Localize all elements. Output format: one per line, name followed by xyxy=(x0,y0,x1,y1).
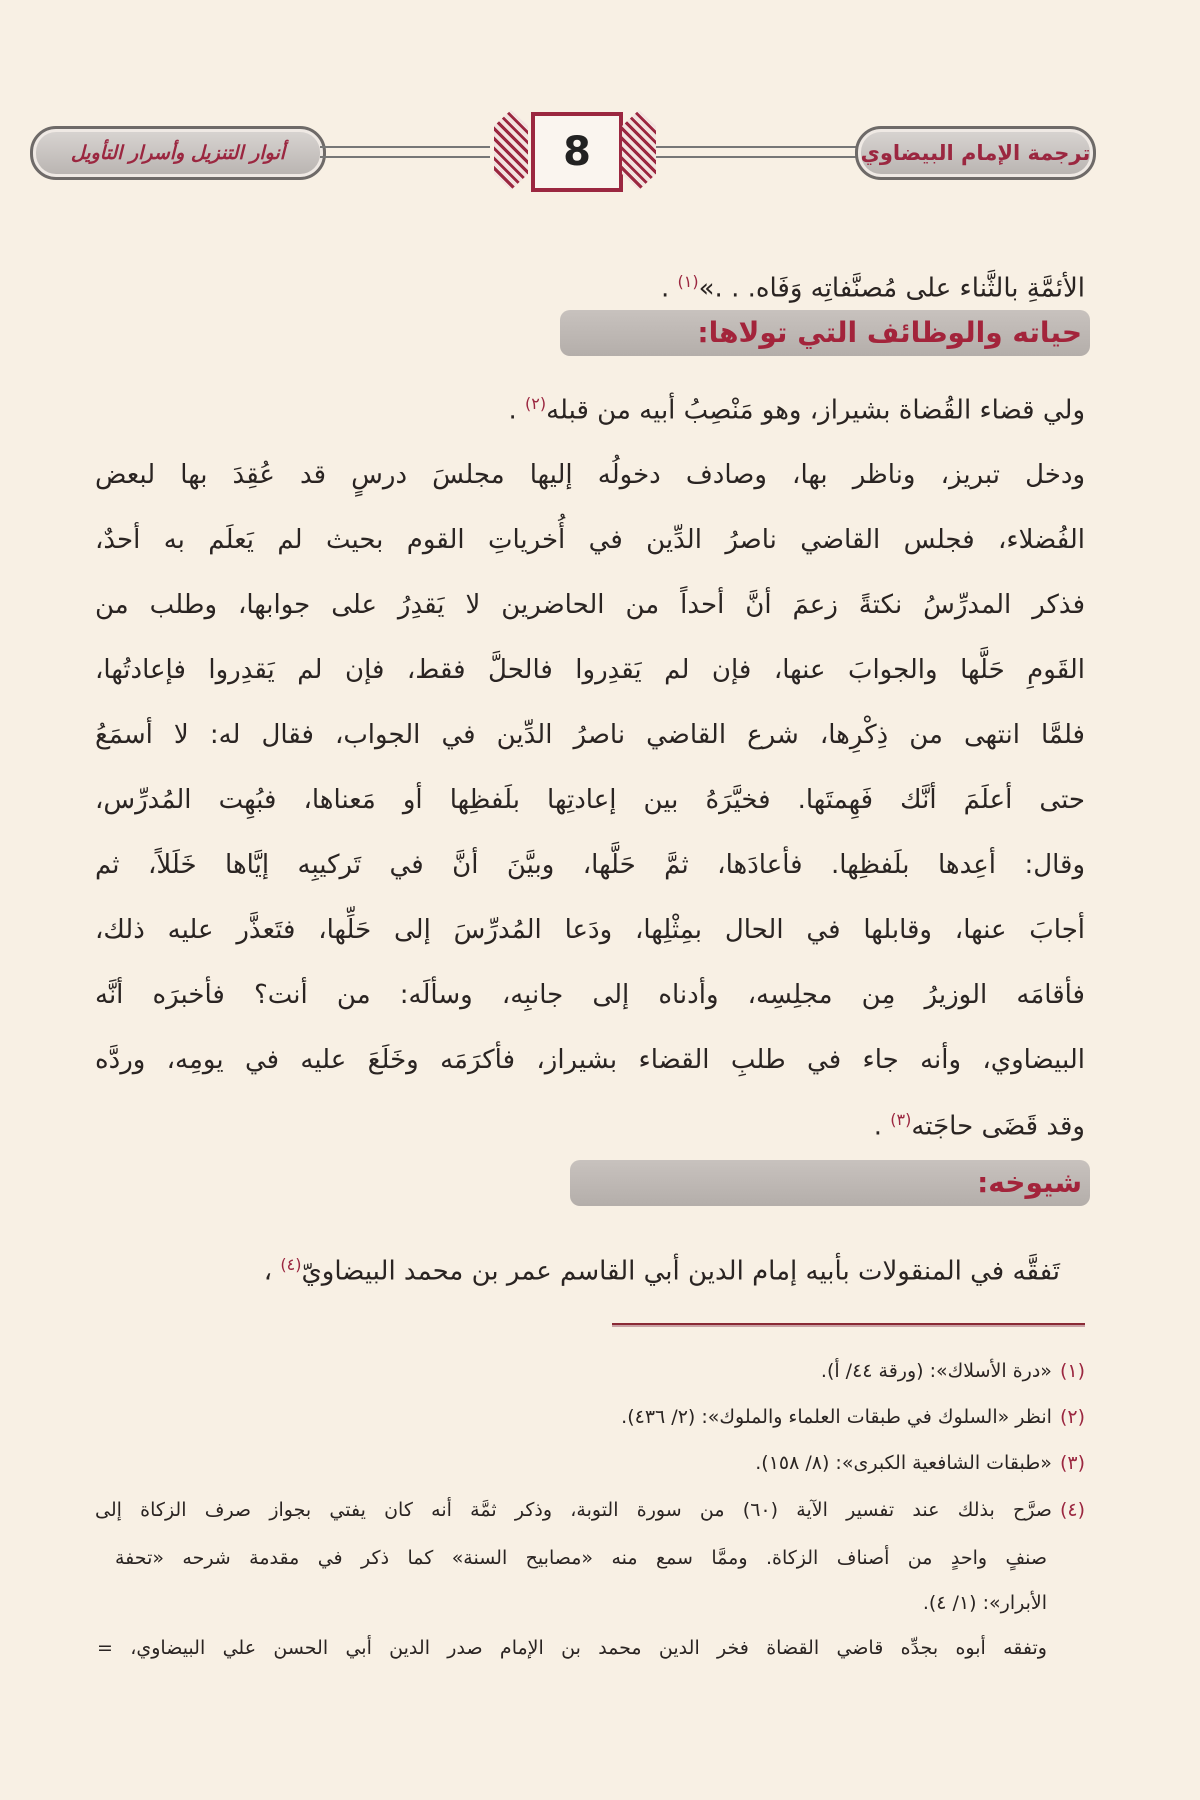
footnote-text: انظر «السلوك في طبقات العلماء والملوك»: (٢/ ٤٣٦). xyxy=(621,1406,1052,1428)
line-text: الأئمَّةِ بالثَّناء على مُصنَّفاتِه وَفَاه. . .» xyxy=(698,273,1085,304)
section-heading-life xyxy=(560,310,1090,356)
footnote-text: «طبقات الشافعية الكبرى»: (٨/ ١٥٨). xyxy=(755,1452,1052,1474)
header-rule-right xyxy=(656,146,856,158)
footnote-4-line-3: الأبرار»: (١/ ٤). xyxy=(922,1592,1047,1614)
heading-text: حياته والوظائف التي تولاها: xyxy=(697,316,1082,349)
footnote-2 xyxy=(621,1401,1085,1433)
opening-line xyxy=(95,262,1085,309)
paragraph-line: وقال: أعِدها بلَفظِها. فأعادَها، ثمَّ حَلَّها، وبيَّنَ أنَّ في تَركيبِه إيَّاها خَلَلاً، ثم xyxy=(95,850,1085,880)
line-tail: . xyxy=(508,395,525,426)
heading-text: شيوخه: xyxy=(977,1166,1082,1199)
paragraph-line: فذكر المدرِّسُ نكتةً زعمَ أنَّ أحداً من الحاضرين لا يَقدِرُ على جوابها، وطلب من xyxy=(95,590,1085,620)
line-text: ولي قضاء القُضاة بشيراز، وهو مَنْصِبُ أبيه من قبله xyxy=(546,395,1085,426)
paragraph-line: فلمَّا انتهى من ذِكْرِها، شرع القاضي ناصرُ الدِّين في الجواب، فقال له: لا أسمَعُ xyxy=(95,720,1085,750)
paragraph-line: فأقامَه الوزيرُ مِن مجلِسِه، وأدناه إلى جانبِه، وسألَه: من أنت؟ فأخبرَه أنَّه xyxy=(95,980,1085,1010)
paragraph-line: البيضاوي، وأنه جاء في طلبِ القضاء بشيراز، فأكرَمَه وخَلَعَ عليه في يومِه، وردَّه xyxy=(95,1045,1085,1075)
ornament-right-icon xyxy=(622,110,656,190)
section-heading-teachers xyxy=(570,1160,1090,1206)
paragraph-line: القَومِ حَلَّها والجوابَ عنها، فإن لم يَقدِروا فالحلَّ فقط، فإن لم يَقدِروا فإعادتُها، xyxy=(95,655,1085,685)
footnote-3 xyxy=(755,1447,1085,1479)
line-tail: . xyxy=(873,1111,891,1142)
header-rule-left xyxy=(320,146,490,158)
paragraph-closing-line xyxy=(95,1100,1085,1147)
footnote-text: «درة الأسلاك»: (ورقة ٤٤/ أ). xyxy=(820,1360,1052,1382)
paragraph-line: أجابَ عنها، وقابلها في الحال بمِثْلِها، ودَعا المُدرِّسَ إلى حَلِّها، فتَعذَّر عليه ذلك، xyxy=(95,915,1085,945)
chapter-title: ترجمة الإمام البيضاوي xyxy=(860,141,1091,165)
footnote-4 xyxy=(95,1494,1085,1526)
footnote-1 xyxy=(821,1355,1085,1387)
footnote-number: (٤) xyxy=(1059,1499,1085,1521)
footnote-ref[interactable]: (٤) xyxy=(280,1255,302,1274)
page-number xyxy=(531,112,623,192)
intro-line xyxy=(95,384,1085,431)
footnote-continuation: وتفقه أبوه بجدِّه قاضي القضاة فخر الدين محمد بن الإمام صدر الدين أبي الحسن علي البيضاوي، = xyxy=(97,1637,1047,1659)
book-title-badge xyxy=(30,126,326,180)
line-tail: ، xyxy=(263,1256,281,1287)
footnote-number: (٢) xyxy=(1059,1406,1085,1428)
line-tail: . xyxy=(661,273,678,304)
chapter-title-badge xyxy=(855,126,1096,180)
footnote-ref[interactable]: (٢) xyxy=(525,394,547,413)
line-text: وقد قَضَى حاجَته xyxy=(911,1111,1085,1142)
footnote-number: (٣) xyxy=(1059,1452,1085,1474)
teachers-line xyxy=(70,1245,1060,1292)
paragraph-line: ودخل تبريز، وناظر بها، وصادف دخولُه إليها مجلسَ درسٍ قد عُقِدَ بها لبعض xyxy=(95,460,1085,490)
book-title: أنوار التنزيل وأسرار التأويل xyxy=(70,142,286,164)
footnote-ref[interactable]: (٣) xyxy=(890,1110,912,1129)
paragraph-line: حتى أعلَمَ أنَّك فَهِمتَها. فخيَّرَهُ بين إعادتِها بلَفظِها أو مَعناها، فبُهِت المُدرِّس، xyxy=(95,785,1085,815)
footnote-ref[interactable]: (١) xyxy=(677,272,699,291)
footnote-text: صرَّح بذلك عند تفسير الآية (٦٠) من سورة التوبة، وذكر ثمَّة أنه كان يفتي بجواز صرف الزكاة إلى xyxy=(95,1499,1052,1521)
page-number-text: 8 xyxy=(563,129,591,175)
paragraph-line: الفُضلاء، فجلس القاضي ناصرُ الدِّين في أُخرياتِ القوم بحيث لم يَعلَم به أحدٌ، xyxy=(95,525,1085,555)
ornament-left-icon xyxy=(494,110,528,190)
footnote-separator xyxy=(612,1323,1085,1325)
line-text: تَفقَّه في المنقولات بأبيه إمام الدين أبي القاسم عمر بن محمد البيضاويّ xyxy=(301,1256,1060,1287)
footnote-number: (١) xyxy=(1059,1360,1085,1382)
footnote-4-line-2: صنفٍ واحدٍ من أصناف الزكاة. وممَّا سمع منه «مصابيح السنة» كما ذكر في مقدمة شرحه «تحفة xyxy=(115,1547,1047,1569)
